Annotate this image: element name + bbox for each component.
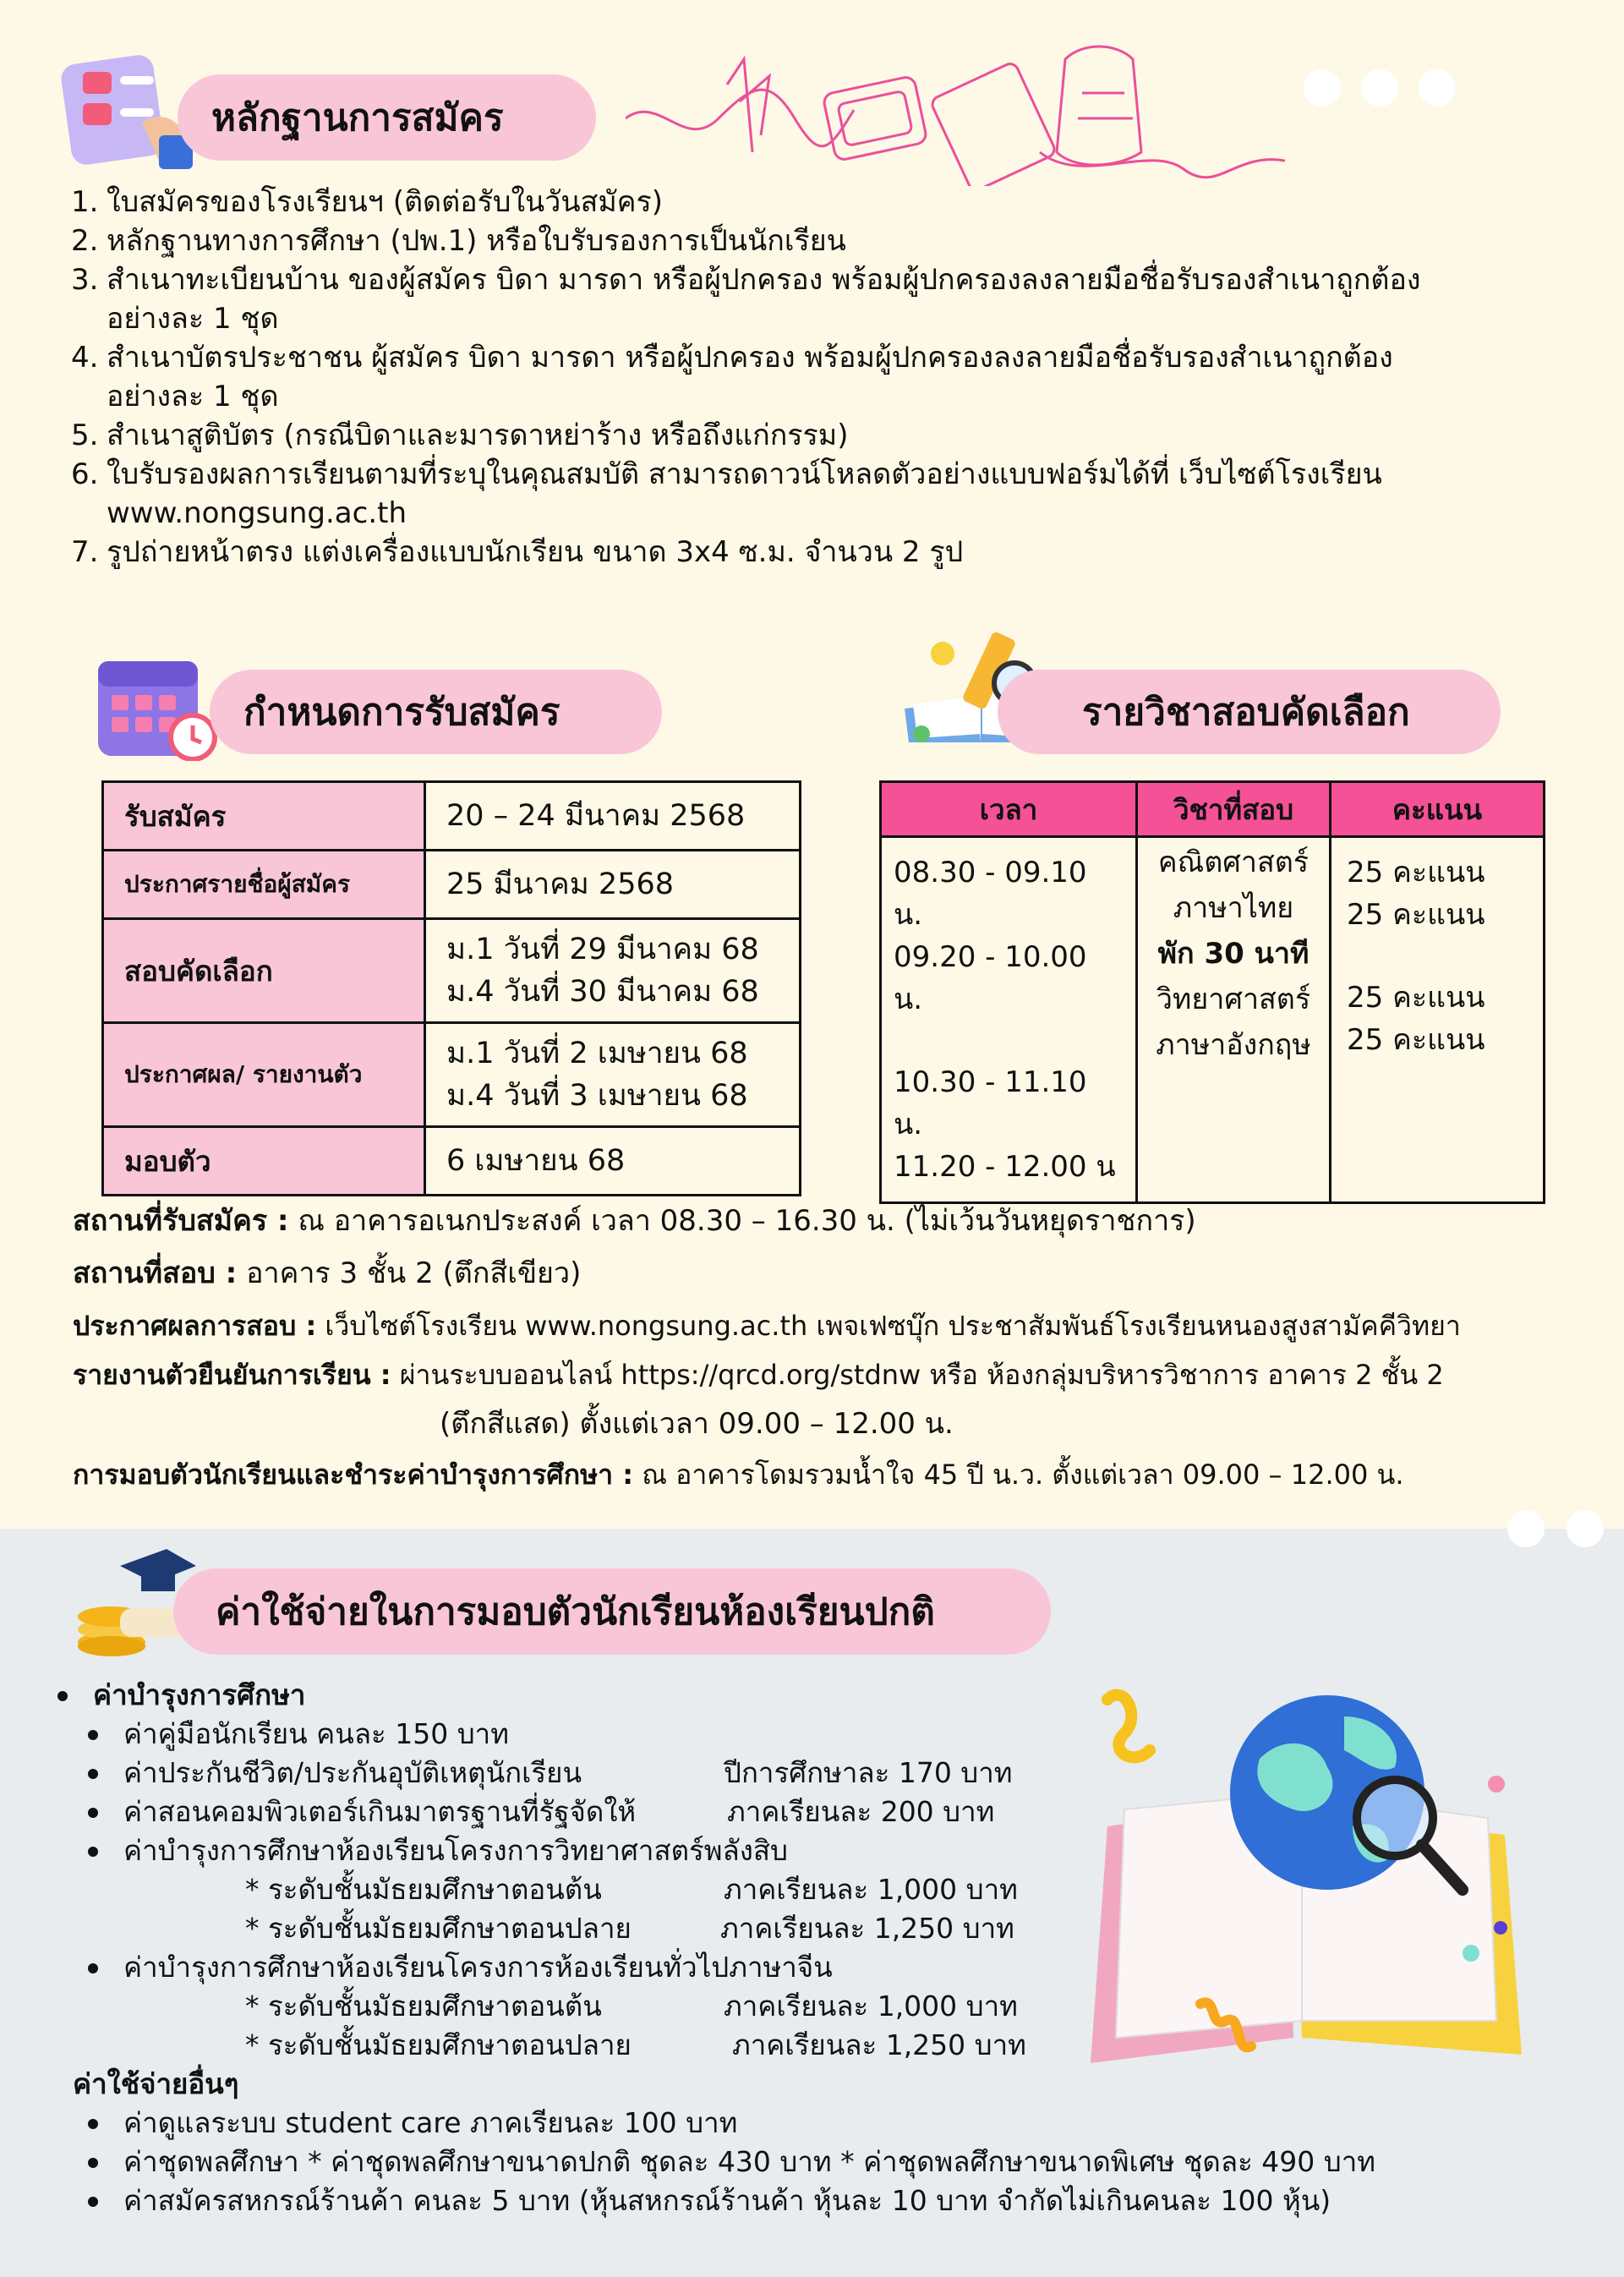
document-item-text: สำเนาบัตรประชาชน ผู้สมัคร บิดา มารดา หรือผู้ปกครอง พร้อมผู้ปกครองลงลายมือชื่อรับรองสำเนาถูกต้อง: [107, 341, 1393, 375]
info-place: [73, 1202, 1196, 1240]
exam-score: 25 คะแนน: [1347, 981, 1485, 1015]
deco-dot: [1567, 1510, 1604, 1547]
deco-dot: [1419, 69, 1456, 107]
other-item: ค่าดูแลระบบ student care ภาคเรียนละ 100 บาท: [123, 2104, 737, 2142]
cost-item: ค่าคู่มือนักเรียน คนละ 150 บาท: [123, 1715, 509, 1753]
info-result: [73, 1307, 1461, 1344]
exam-subjects-cell: [1137, 837, 1331, 1203]
globe-book-icon: [1074, 1683, 1547, 2088]
info-enroll-text: ณ อาคารโดมรวมน้ำใจ 45 ปี น.ว. ตั้งแต่เวลา 09.00 – 12.00 น.: [633, 1459, 1404, 1491]
exam-header-time: เวลา: [881, 782, 1137, 837]
cost-item-rate: ภาคเรียนละ 200 บาท: [727, 1795, 995, 1828]
document-item-text: รูปถ่ายหน้าตรง แต่งเครื่องแบบนักเรียน ขนาด 3x4 ซ.ม. จำนวน 2 รูป: [107, 535, 964, 569]
calendar-icon: [93, 649, 220, 761]
document-item-text: สำเนาทะเบียนบ้าน ของผู้สมัคร บิดา มารดา หรือผู้ปกครอง พร้อมผู้ปกครองลงลายมือชื่อรับรองสำเนาถูกต้อง: [107, 263, 1421, 297]
document-item: [71, 416, 1593, 455]
document-item-text: ใบสมัครของโรงเรียนฯ (ติดต่อรับในวันสมัคร): [107, 185, 664, 219]
exam-time: 08.30 - 09.10 น.: [894, 856, 1087, 932]
info-report: [73, 1356, 1444, 1393]
document-item-text: อย่างละ 1 ชุด: [107, 380, 279, 413]
schedule-title: กำหนดการรับสมัคร: [243, 691, 560, 734]
info-place-label: สถานที่รับสมัคร :: [73, 1204, 289, 1238]
info-result-label: ประกาศผลการสอบ :: [73, 1310, 317, 1342]
document-item-number: 5.: [71, 419, 99, 452]
document-item: [71, 260, 1593, 338]
cost-item: ค่าสอนคอมพิวเตอร์เกินมาตรฐานที่รัฐจัดให้: [123, 1793, 636, 1831]
schedule-title-pill: [210, 670, 662, 754]
exam-header-score: คะแนน: [1331, 782, 1545, 837]
document-item-text: ใบรับรองผลการเรียนตามที่ระบุในคุณสมบัติ สามารถดาวน์โหลดตัวอย่างแบบฟอร์มได้ที่ เว็บไซต์โรงเรียน: [107, 457, 1382, 491]
document-item-number: 4.: [71, 341, 99, 375]
schedule-value-cell: [425, 851, 801, 919]
info-place-text: ณ อาคารอเนกประสงค์ เวลา 08.30 – 16.30 น. (ไม่เว้นวันหยุดราชการ): [288, 1204, 1196, 1238]
cost-subitem: * ระดับชั้นมัธยมศึกษาตอนต้น: [245, 1873, 602, 1906]
schedule-row: [103, 1127, 801, 1196]
cost-item: ค่าประกันชีวิต/ประกันอุบัติเหตุนักเรียน: [123, 1754, 582, 1792]
deco-dot: [1507, 1510, 1545, 1547]
info-exam-label: สถานที่สอบ :: [73, 1256, 238, 1290]
exam-subject: วิทยาศาสตร์: [1156, 983, 1311, 1016]
schedule-label: ประกาศรายชื่อผู้สมัคร: [103, 851, 425, 919]
documents-title-pill: [178, 74, 596, 161]
exam-subject: ภาษาอังกฤษ: [1156, 1028, 1311, 1062]
document-item: [71, 338, 1593, 416]
schedule-value-cell: [425, 919, 801, 1023]
document-item-number: 2.: [71, 224, 99, 258]
costs-subheading-other: ค่าใช้จ่ายอื่นๆ: [73, 2067, 239, 2100]
cost-subitem-rate: ภาคเรียนละ 1,250 บาท: [732, 2028, 1026, 2061]
document-item-number: 3.: [71, 263, 99, 297]
info-report-2: [440, 1405, 954, 1442]
info-enroll: [73, 1456, 1404, 1493]
cost-subitem: * ระดับชั้นมัธยมศึกษาตอนปลาย: [245, 2028, 632, 2061]
schedule-value: ม.1 วันที่ 2 เมษายน 68: [446, 1037, 748, 1070]
info-report-text-2: (ตึกสีแสด) ตั้งแต่เวลา 09.00 – 12.00 น.: [440, 1407, 954, 1441]
exam-score: 25 คะแนน: [1347, 898, 1485, 932]
schedule-value-cell: [425, 1023, 801, 1127]
deco-dot: [1361, 69, 1398, 107]
schedule-label: สอบคัดเลือก: [103, 919, 425, 1023]
stationery-doodle-icon: [626, 25, 1285, 186]
exam-header-subject: วิชาที่สอบ: [1137, 782, 1331, 837]
schedule-label: ประกาศผล/ รายงานตัว: [103, 1023, 425, 1127]
cost-subitem-rate: ภาคเรียนละ 1,000 บาท: [724, 1990, 1018, 2022]
info-result-text: เว็บไซต์โรงเรียน www.nongsung.ac.th เพจเฟซบุ๊ก ประชาสัมพันธ์โรงเรียนหนองสูงสามัคคีวิทยา: [316, 1310, 1461, 1342]
document-item-text: www.nongsung.ac.th: [107, 496, 407, 530]
document-item-number: 1.: [71, 185, 99, 219]
costs-title-pill: [173, 1568, 1051, 1655]
exam-title: รายวิชาสอบคัดเลือก: [1082, 691, 1410, 734]
schedule-table: [101, 780, 801, 1196]
schedule-row: [103, 1023, 801, 1127]
costs-subheading: ค่าบำรุงการศึกษา: [93, 1676, 305, 1714]
schedule-value: 25 มีนาคม 2568: [446, 868, 674, 901]
exam-scores-cell: [1331, 837, 1545, 1203]
document-item-number: 6.: [71, 457, 99, 491]
schedule-value: ม.4 วันที่ 3 เมษายน 68: [446, 1079, 748, 1113]
exam-subject: คณิตศาสตร์: [1157, 846, 1310, 879]
cost-subitem: * ระดับชั้นมัธยมศึกษาตอนปลาย: [245, 1912, 632, 1945]
info-exam-place: [73, 1255, 581, 1292]
schedule-value-cell: [425, 1127, 801, 1196]
exam-subject: ภาษาไทย: [1173, 891, 1294, 925]
costs-title: ค่าใช้จ่ายในการมอบตัวนักเรียนห้องเรียนปกติ: [216, 1590, 935, 1634]
schedule-value: 6 เมษายน 68: [446, 1144, 626, 1178]
deco-dot: [1304, 69, 1341, 107]
cost-subitem-rate: ภาคเรียนละ 1,250 บาท: [720, 1912, 1014, 1945]
schedule-value: ม.4 วันที่ 30 มีนาคม 68: [446, 975, 759, 1009]
exam-times-cell: [881, 837, 1137, 1203]
document-item: [71, 455, 1593, 533]
cost-item: ค่าบำรุงการศึกษาห้องเรียนโครงการห้องเรียนทั่วไปภาษาจีน: [123, 1948, 833, 1986]
exam-score: 25 คะแนน: [1347, 856, 1485, 889]
schedule-value: 20 – 24 มีนาคม 2568: [446, 799, 746, 833]
other-item: ค่าสมัครสหกรณ์ร้านค้า คนละ 5 บาท (หุ้นสหกรณ์ร้านค้า หุ้นละ 10 บาท จำกัดไม่เกินคนละ 100 หุ้น): [123, 2181, 1331, 2220]
cost-item-rate: ปีการศึกษาละ 170 บาท: [724, 1756, 1013, 1789]
info-report-text: ผ่านระบบออนไลน์ https://qrcd.org/stdnw หรือ ห้องกลุ่มบริหารวิชาการ อาคาร 2 ชั้น 2: [391, 1359, 1444, 1391]
other-item: ค่าชุดพลศึกษา * ค่าชุดพลศึกษาขนาดปกติ ชุดละ 430 บาท * ค่าชุดพลศึกษาขนาดพิเศษ ชุดละ 490 บาท: [123, 2143, 1375, 2181]
documents-title: หลักฐานการสมัคร: [211, 96, 504, 140]
document-item: [71, 183, 1593, 222]
checklist-icon: [57, 42, 197, 169]
exam-break: พัก 30 นาที: [1157, 937, 1310, 971]
cost-item: ค่าบำรุงการศึกษาห้องเรียนโครงการวิทยาศาสตร์พลังสิบ: [123, 1831, 788, 1869]
cost-subitem: * ระดับชั้นมัธยมศึกษาตอนต้น: [245, 1990, 602, 2022]
schedule-label: รับสมัคร: [103, 782, 425, 851]
document-item-text: สำเนาสูติบัตร (กรณีบิดาและมารดาหย่าร้าง หรือถึงแก่กรรม): [107, 419, 849, 452]
schedule-row: [103, 851, 801, 919]
exam-time: 09.20 - 10.00 น.: [894, 940, 1087, 1016]
exam-table: [879, 780, 1545, 1204]
document-item-number: 7.: [71, 535, 99, 569]
schedule-label: มอบตัว: [103, 1127, 425, 1196]
info-exam-text: อาคาร 3 ชั้น 2 (ตึกสีเขียว): [237, 1256, 582, 1290]
document-item-text: หลักฐานทางการศึกษา (ปพ.1) หรือใบรับรองการเป็นนักเรียน: [107, 224, 846, 258]
schedule-row: [103, 919, 801, 1023]
exam-title-pill: [998, 670, 1501, 754]
schedule-value-cell: [425, 782, 801, 851]
exam-time: 11.20 - 12.00 น: [894, 1150, 1116, 1184]
info-enroll-label: การมอบตัวนักเรียนและชำระค่าบำรุงการศึกษา :: [73, 1459, 634, 1491]
info-report-label: รายงานตัวยืนยันการเรียน :: [73, 1359, 391, 1391]
exam-score: 25 คะแนน: [1347, 1023, 1485, 1057]
schedule-row: [103, 782, 801, 851]
documents-list: [71, 183, 1593, 572]
schedule-value: ม.1 วันที่ 29 มีนาคม 68: [446, 933, 759, 966]
document-item: [71, 222, 1593, 260]
cost-subitem-rate: ภาคเรียนละ 1,000 บาท: [724, 1873, 1018, 1906]
document-item: [71, 533, 1593, 572]
document-item-text: อย่างละ 1 ชุด: [107, 302, 279, 336]
exam-time: 10.30 - 11.10 น.: [894, 1065, 1087, 1141]
